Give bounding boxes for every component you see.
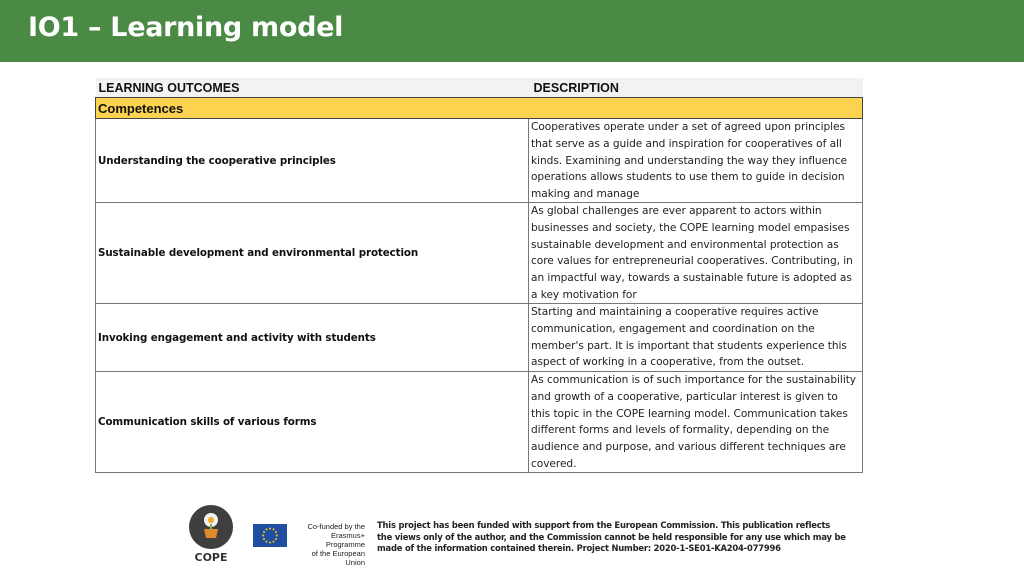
column-header-description: DESCRIPTION — [529, 78, 863, 98]
cope-logo-text: COPE — [194, 551, 228, 564]
table-row — [96, 203, 863, 304]
cope-logo — [188, 505, 234, 564]
learning-outcomes-table — [95, 78, 862, 471]
outcome-cell: Understanding the cooperative principles — [96, 119, 529, 203]
outcome-cell: Communication skills of various forms — [96, 372, 529, 473]
column-header-outcomes: LEARNING OUTCOMES — [96, 78, 529, 98]
table-header-row — [96, 78, 863, 98]
outcome-cell: Invoking engagement and activity with students — [96, 304, 529, 372]
eu-text-line: Co-funded by the — [307, 522, 365, 531]
description-text: As communication is of such importance for the sustainability and growth of a cooperative, particular interest is given to this topic in the COPE learning model. Communication takes different forms and levels of formality, depending on the audience and purpose, and various different techniques are covered. — [531, 374, 857, 470]
description-text: As global challenges are ever apparent to actors within businesses and society, the COPE learning model empasises sustainable development and environmental protection as core values for entrepreneurial cooperatives. Contributing, in an impactful way, towards a sustainable future is adopted as a key motivation for — [531, 205, 853, 301]
description-cell — [529, 203, 863, 304]
description-cell — [529, 372, 863, 473]
cope-logo-icon — [189, 505, 233, 549]
section-row — [96, 98, 863, 119]
section-label: Competences — [96, 98, 863, 119]
header-bar — [0, 0, 1024, 62]
description-cell — [529, 119, 863, 203]
description-cell — [529, 304, 863, 372]
table-row — [96, 372, 863, 473]
outcome-cell: Sustainable development and environmental protection — [96, 203, 529, 304]
eu-flag-icon — [253, 524, 287, 547]
eu-text-line: of the European Union — [311, 549, 365, 567]
description-text: Starting and maintaining a cooperative requires active communication, engagement and coordination on the member's part. It is important that students experience this aspect of working in a cooperative, from the outset. — [531, 306, 847, 369]
eu-text-line: Erasmus+ Programme — [325, 531, 365, 549]
funding-disclaimer: This project has been funded with support from the European Commission. This publication reflects the views only of the author, and the Commission cannot be held responsible for any use which may be made of the information contained therein. Project Number: 2020-1-SE01-KA204-077996 — [377, 520, 846, 553]
description-text: Cooperatives operate under a set of agreed upon principles that serve as a guide and inspiration for cooperatives of all kinds. Examining and understanding the way they influence operations allows students to use them to guide in decision making and manage — [531, 121, 847, 201]
table-row — [96, 304, 863, 372]
eu-cofunded-logo — [253, 522, 365, 567]
eu-cofunded-text — [291, 522, 365, 567]
table-row — [96, 119, 863, 203]
page-title: IO1 – Learning model — [28, 12, 344, 43]
